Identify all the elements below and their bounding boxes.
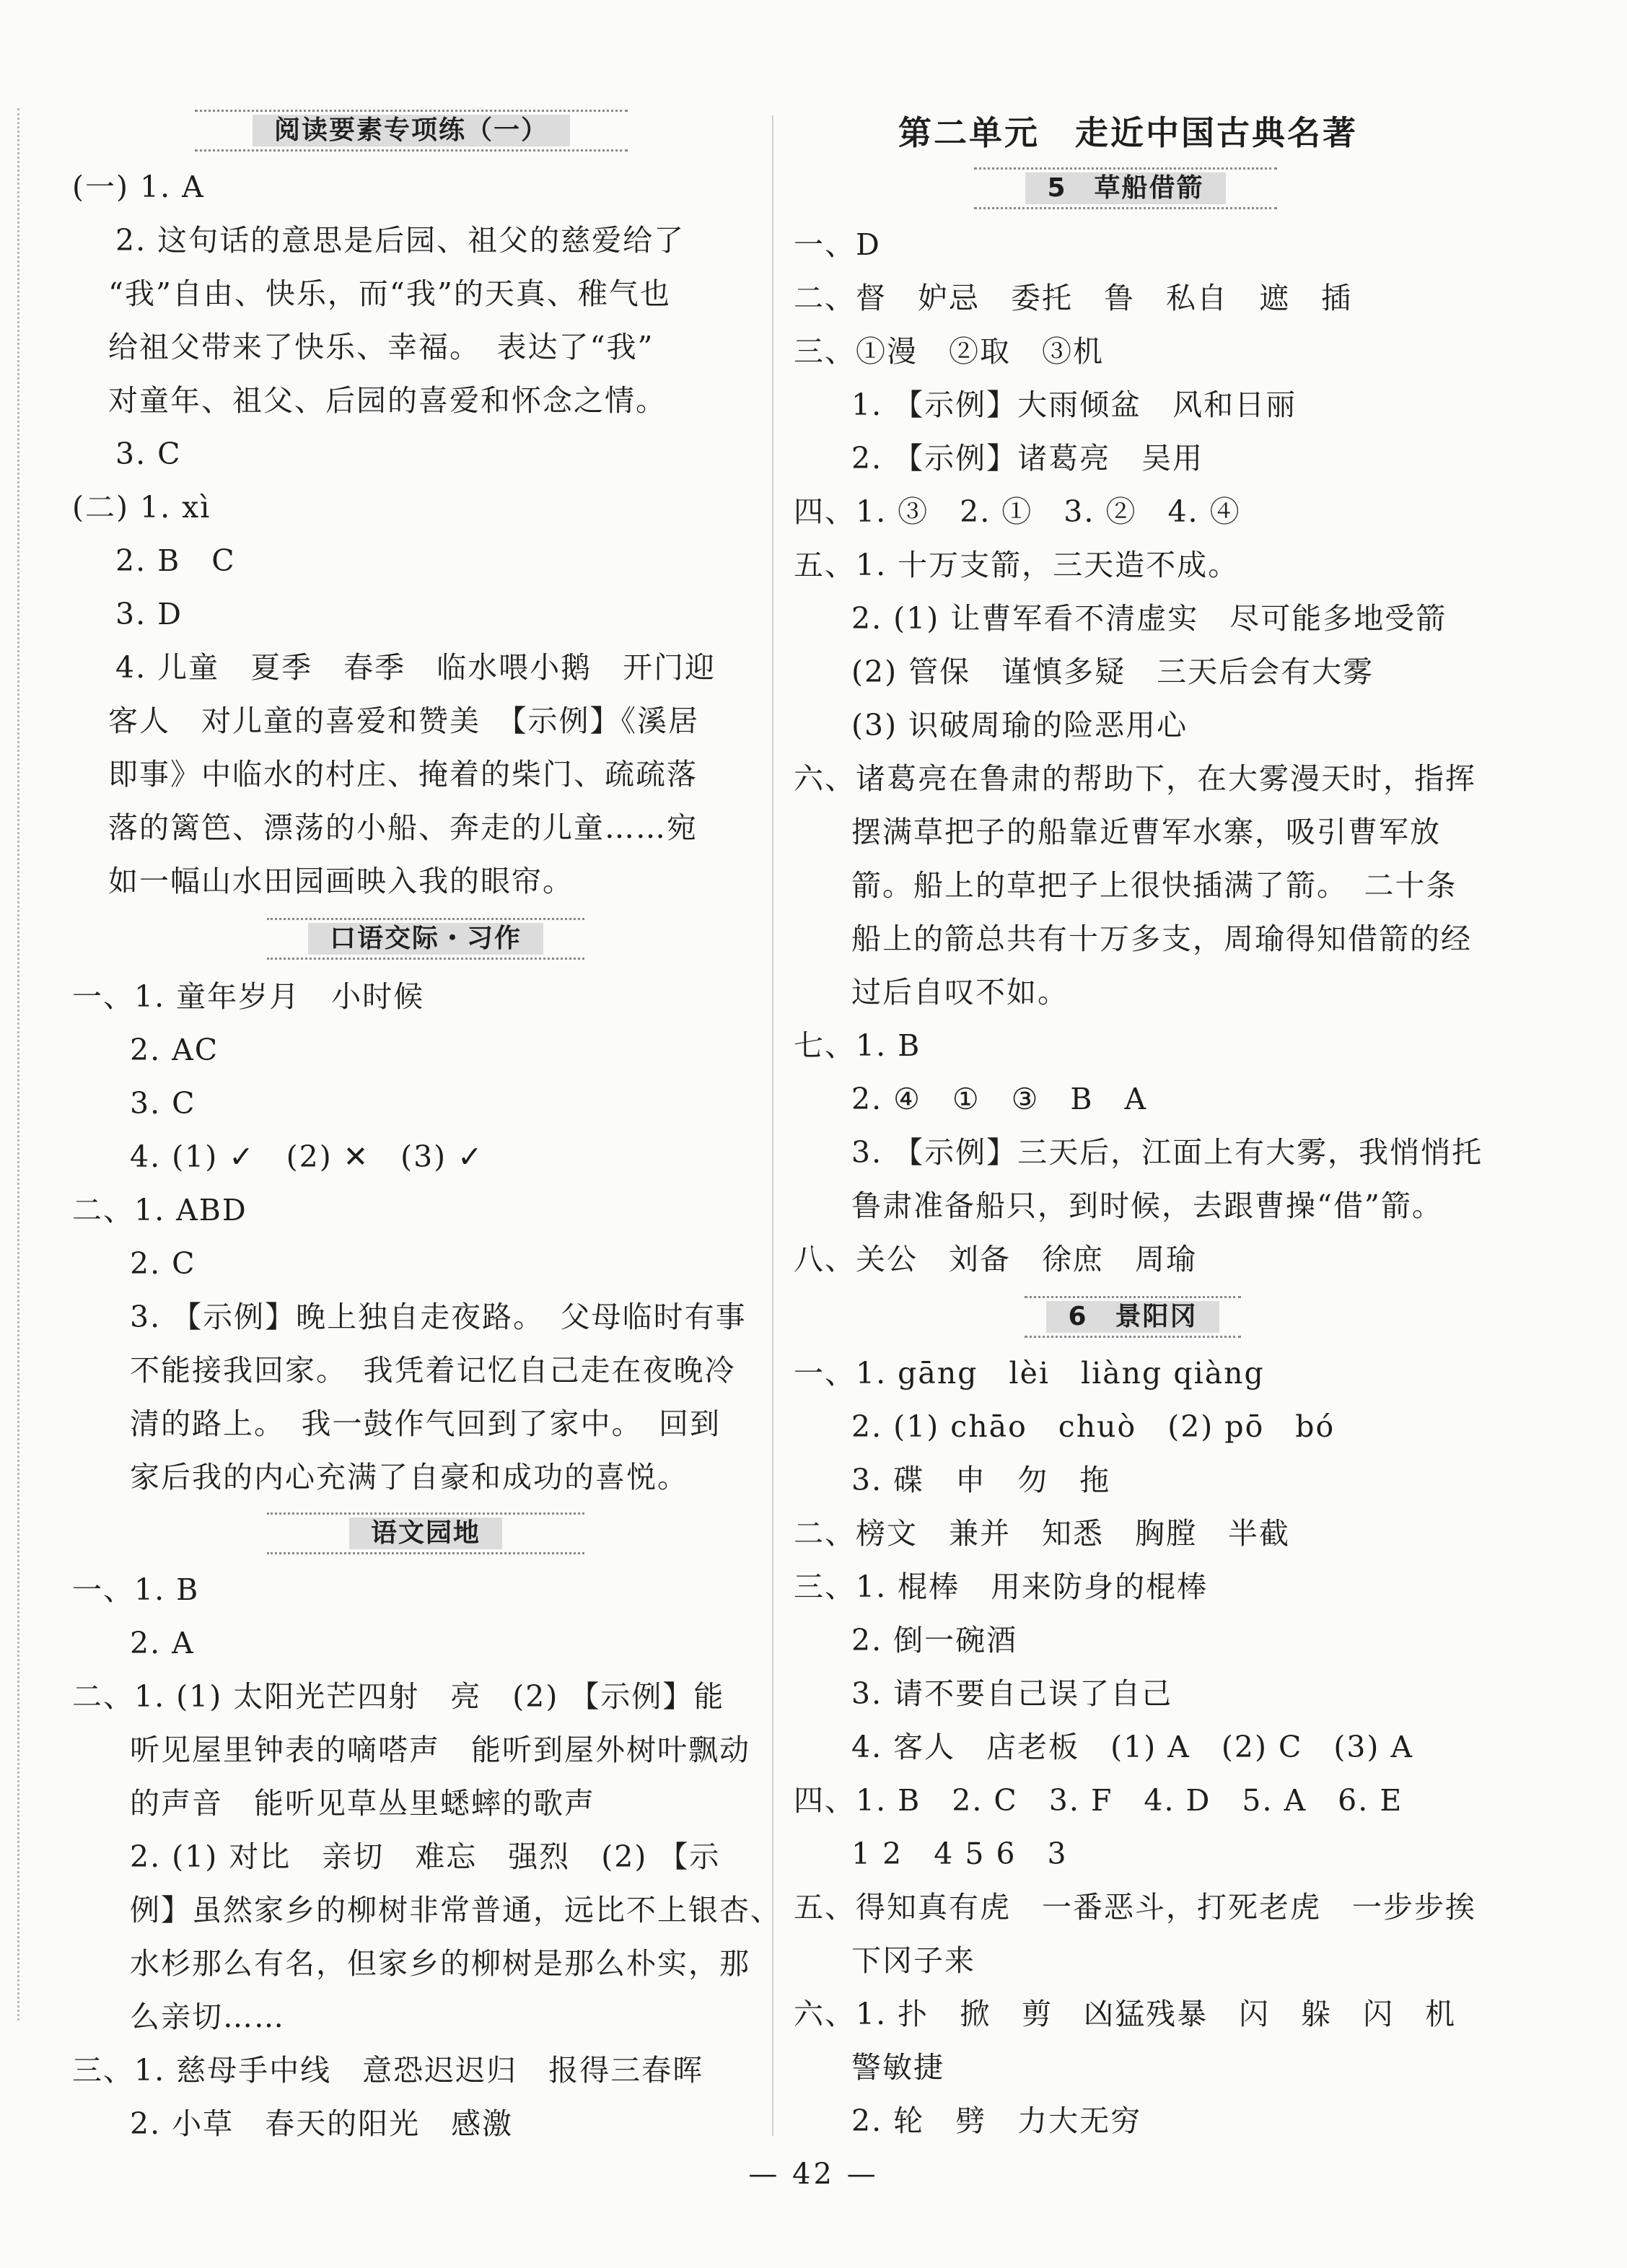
answer-line: 鲁肃准备船只，到时候，去跟曹操“借”箭。 [851,1188,1443,1223]
answer-line: 2. 倒一碗酒 [851,1623,1018,1658]
answer-line: 一、1. 童年岁月 小时候 [72,979,425,1014]
answer-line: 二、1. ABD [72,1193,247,1227]
section-title-lesson6 [1025,1296,1241,1338]
answer-line: 过后自叹不如。 [851,975,1069,1010]
answer-line: 五、1. 十万支箭，三天造不成。 [794,548,1240,582]
answer-line: 2. (1) 让曹军看不清虚实 尽可能多地受箭 [851,601,1447,636]
answer-line: 对童年、祖父、后园的喜爱和怀念之情。 [108,383,667,418]
answer-line: 3. 【示例】三天后，江面上有大雾，我悄悄托 [851,1135,1483,1170]
answer-line: 例】虽然家乡的柳树非常普通，远比不上银杏、 [130,1893,781,1927]
answer-line: (二) 1. xì [72,490,211,525]
answer-line: 2. (1) 对比 亲切 难忘 强烈 (2) 【示 [130,1839,721,1874]
answer-line: 一、1. gāng lèi liàng qiàng [794,1356,1265,1391]
section-title-lesson5-label: 5 草船借箭 [1025,172,1225,204]
answer-line: 一、1. B [72,1572,200,1607]
answer-line: 2. ④ ① ③ B A [851,1082,1148,1116]
answer-line: 3. C [130,1086,196,1121]
answer-line: 水杉那么有名，但家乡的柳树是那么朴实，那 [130,1946,750,1981]
answer-line: 家后我的内心充满了自豪和成功的喜悦。 [130,1460,688,1494]
answer-line: 2. 小草 春天的阳光 感激 [130,2106,514,2141]
answer-line: 2. (1) chāo chuò (2) pō bó [851,1409,1336,1444]
answer-line: 3. 请不要自己误了自己 [851,1676,1173,1711]
page-edge-dots [17,108,19,2020]
answer-line: (3) 识破周瑜的险恶用心 [851,708,1188,743]
answer-line: 4. (1) ✓ (2) ✕ (3) ✓ [130,1139,484,1174]
answer-line: 落的篱笆、漂荡的小船、奔走的儿童……宛 [108,810,698,845]
answer-line: 2. B C [115,543,236,578]
unit-title: 第二单元 走近中国古典名著 [898,113,1358,152]
section-title-lesson6-label: 6 景阳冈 [1046,1301,1219,1333]
answer-line: (一) 1. A [72,170,205,204]
section-title-oral-label: 口语交际・习作 [308,923,543,955]
answer-line: 2. A [130,1626,195,1660]
section-title-oral [267,918,584,960]
answer-line: 3. D [115,597,183,631]
answer-line: 2. 轮 劈 力大无穷 [851,2103,1142,2138]
answer-line: 给祖父带来了快乐、幸福。 表达了“我” [108,330,654,364]
answer-line: 清的路上。 我一鼓作气回到了家中。 回到 [130,1406,721,1441]
answer-line: 箭。船上的草把子上很快插满了箭。 二十条 [851,868,1457,903]
answer-line: 警敏捷 [851,2050,944,2085]
column-divider [772,115,773,2136]
section-title-garden-label: 语文园地 [349,1518,502,1549]
answer-line: 听见屋里钟表的嘀嗒声 能听到屋外树叶飘动 [130,1733,750,1767]
answer-line: 二、榜文 兼并 知悉 胸膛 半截 [794,1516,1290,1551]
answer-line: 六、1. 扑 掀 剪 凶猛残暴 闪 躲 闪 机 [794,1997,1457,2031]
answer-line: (2) 管保 谨慎多疑 三天后会有大雾 [851,654,1374,689]
answer-line: 七、1. B [794,1028,921,1063]
section-title-garden [267,1512,584,1554]
answer-line: 3. C [115,437,182,471]
answer-line: 二、督 妒忌 委托 鲁 私自 遮 插 [794,281,1352,315]
page-number: — 42 — [748,2158,879,2191]
answer-line: 不能接我回家。 我凭着记忆自己走在夜晚冷 [130,1353,736,1388]
answer-line: 二、1. (1) 太阳光芒四射 亮 (2) 【示例】能 [72,1679,725,1714]
answer-line: 2. 【示例】诸葛亮 吴用 [851,441,1204,476]
section-title-reading [195,110,628,152]
answer-line: 客人 对儿童的喜爱和赞美 【示例】《溪居 [108,704,699,738]
answer-line: 一、D [794,227,881,262]
answer-line: 船上的箭总共有十万多支，周瑜得知借箭的经 [851,921,1472,956]
answer-line: 如一幅山水田园画映入我的眼帘。 [108,864,574,898]
answer-line: 4. 客人 店老板 (1) A (2) C (3) A [851,1730,1414,1764]
answer-line: 2. C [130,1246,196,1281]
answer-line: 八、关公 刘备 徐庶 周瑜 [794,1242,1197,1277]
answer-line: 摆满草把子的船靠近曹军水寨，吸引曹军放 [851,815,1441,849]
answer-line: 3. 【示例】晚上独自走夜路。 父母临时有事 [130,1300,747,1334]
answer-line: 1 2 4 5 6 3 [851,1836,1068,1871]
answer-line: 2. AC [130,1033,219,1067]
answer-line: 三、①漫 ②取 ③机 [794,334,1104,369]
answer-line: 六、诸葛亮在鲁肃的帮助下，在大雾漫天时，指挥 [794,761,1476,796]
answer-line: 下冈子来 [851,1943,975,1978]
answer-line: 三、1. 慈母手中线 意恐迟迟归 报得三春晖 [72,2053,704,2088]
answer-line: 四、1. B 2. C 3. F 4. D 5. A 6. E [794,1783,1403,1818]
answer-line: 3. 碟 申 勿 拖 [851,1463,1111,1497]
answer-line: 五、得知真有虎 一番恶斗，打死老虎 一步步挨 [794,1890,1476,1925]
answer-line: 2. 这句话的意思是后园、祖父的慈爱给了 [115,223,685,258]
answer-line: 么亲切…… [130,2000,285,2034]
answer-line: “我”自由、快乐，而“我”的天真、稚气也 [108,276,671,311]
answer-line: 1. 【示例】大雨倾盆 风和日丽 [851,388,1297,422]
answer-line: 的声音 能听见草丛里蟋蟀的歌声 [130,1786,595,1821]
answer-line: 4. 儿童 夏季 春季 临水喂小鹅 开门迎 [115,650,716,685]
section-title-lesson5 [974,167,1277,209]
answer-line: 四、1. ③ 2. ① 3. ② 4. ④ [794,494,1241,529]
section-title-reading-label: 阅读要素专项练（一） [253,115,570,146]
answer-line: 三、1. 棍棒 用来防身的棍棒 [794,1569,1209,1604]
answer-line: 即事》中临水的村庄、掩着的柴门、疏疏落 [108,757,698,792]
